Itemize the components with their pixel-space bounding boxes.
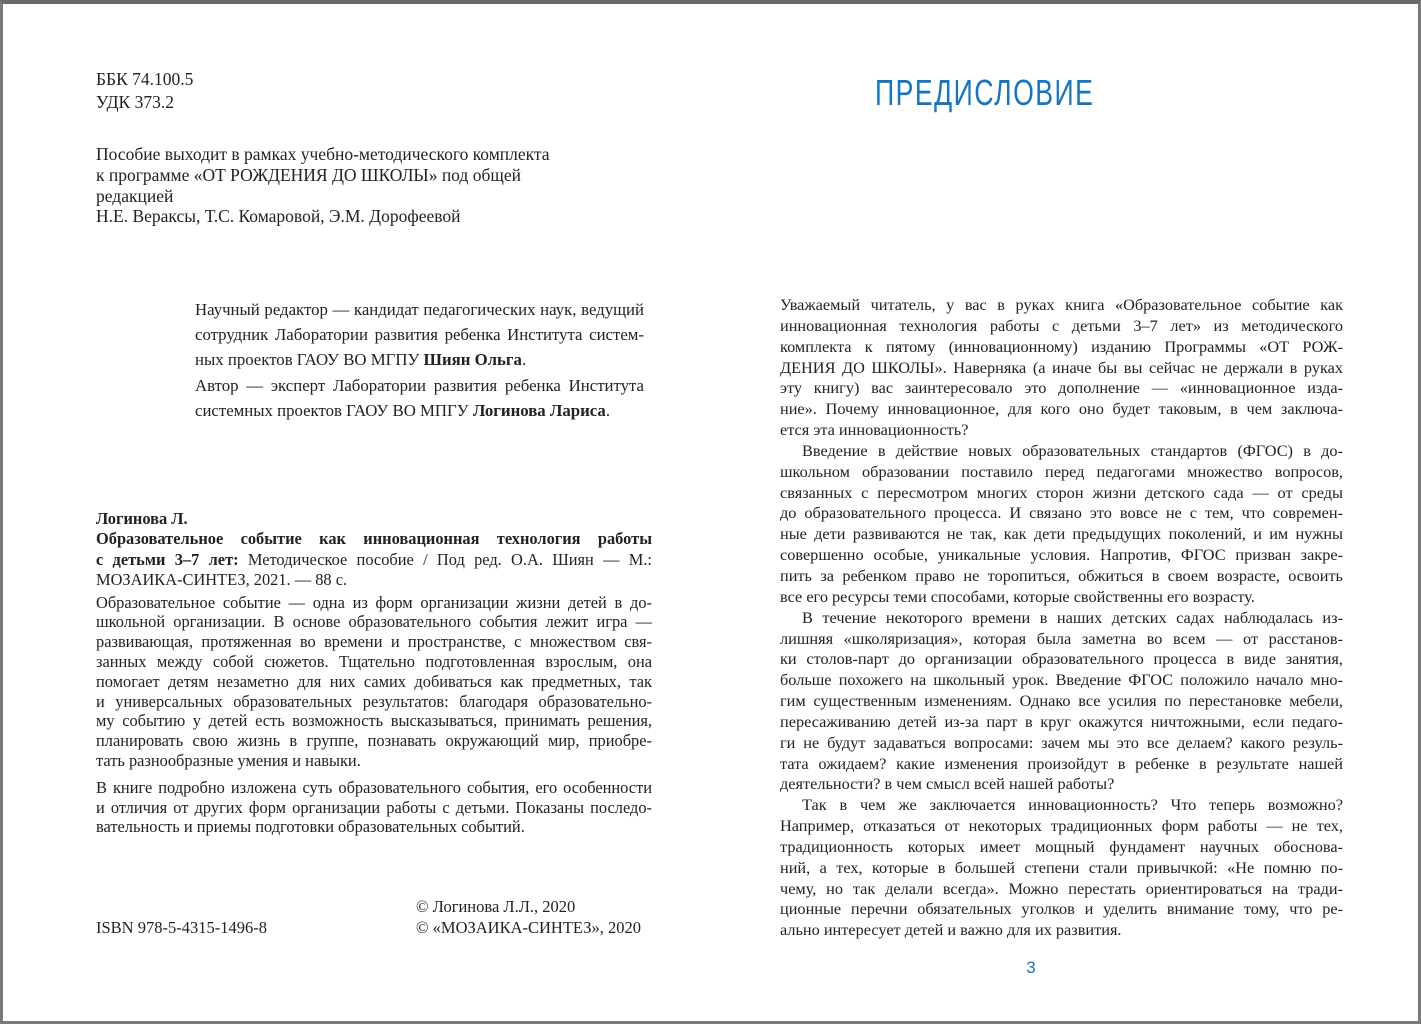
preface-body bbox=[780, 295, 1343, 941]
bibliographic-author: Логинова Л. bbox=[96, 509, 188, 528]
preface-heading-text: ПРЕДИСЛОВИЕ bbox=[875, 72, 1095, 113]
preface-paragraph-3: В течение некоторого времени в наших детских садах наблюдалась из- лишняя «школяризация», которая была заметна во всем — от расстанов- ки столов-парт до организации образовательного процесса в виде занятия, больше похожего на школьный урок. Введение ФГОС положило начало мно- гим существенным изменениям. Однако все усилия по перестановке мебели, пересаживанию детей из-за парт в круг окажутся ничтожными, если педаго- ги не будут задаваться вопросами: зачем мы это все делаем? какого резуль- тата ожидаем? какие изменения произойдут в ребенке в результате нашей деятельности? в чем смысл всей нашей работы? bbox=[780, 607, 1343, 794]
science-editor-note: Научный редактор — кандидат педагогических наук, ведущий сотрудник Лаборатории развития ребенка Института систем- ных проектов ГАОУ ВО МГПУ Шиян Ольга. bbox=[195, 300, 644, 370]
preface-heading bbox=[875, 72, 1175, 115]
preface-paragraph-1: Уважаемый читатель, у вас в руках книга «Образовательное событие как инновационная технология работы с детьми 3–7 лет» из методического комплекта к пятому (инновационному) изданию Программы «ОТ РОЖ- ДЕНИЯ ДО ШКОЛЫ». Наверняка (а иначе бы вы сейчас не держали в руках эту книгу) вас заинтересовало это дополнение — «инновационное изда- ние». Почему инновационное, для кого оно будет таковым, в чем заключа- ется эта инновационность? bbox=[780, 295, 1343, 440]
preface-paragraph-2: Введение в действие новых образовательных стандартов (ФГОС) в до- школьном образовании поставило перед педагогами множество вопросов, связанных с пересмотром многих сторон жизни детского сада — от среды до образовательного процесса. И связано это вовсе не с тем, что современ- ные дети развиваются не так, как дети предыдущих поколений, и им нужны совершенно особые, уникальные условия. Напротив, ФГОС призван закре- пить за ребенком право не торопиться, обжиться в своем возрасте, освоить все его ресурсы теми способами, которые свойственны его возрасту. bbox=[780, 440, 1343, 606]
annotation-paragraph-2: В книге подробно изложена суть образовательного события, его особенности и отличия от других форм организации работы с детьми. Показаны последо- вательность и приемы подготовки образовательных событий. bbox=[96, 777, 652, 837]
series-note: Пособие выходит в рамках учебно-методического комплекта к программе «ОТ РОЖДЕНИЯ ДО ШКОЛЫ» под общей редакцией Н.Е. Вераксы, Т.С. Комаровой, Э.М. Дорофеевой bbox=[96, 144, 550, 227]
bbk-udk-codes: ББК 74.100.5 УДК 373.2 bbox=[96, 69, 194, 112]
editorial-block bbox=[195, 297, 644, 423]
author-note: Автор — эксперт Лаборатории развития ребенка Института системных проектов ГАОУ ВО МПГУ Логинова Лариса. bbox=[195, 375, 644, 420]
page-number: 3 bbox=[1026, 958, 1036, 977]
bibliography-and-annotation bbox=[96, 509, 652, 837]
isbn: ISBN 978-5-4315-1496-8 bbox=[96, 918, 267, 937]
preface-paragraph-4: Так в чем же заключается инновационность? Что теперь возможно? Например, отказаться от некоторых традиционных форм работы — не тех, традиционность которых имеет мощный фундамент научных обоснова- ний, а тех, которые в большей степени стали привычкой: «Не помню по- чему, но так делали всегда». Можно перестать ориентироваться на тради- ционные перечни обязательных уголков и уделить внимание тому, что ре- ально интересует детей и важно для их развития. bbox=[780, 795, 1343, 940]
bibliographic-entry: Образовательное событие как инновационная технология работы с детьми 3–7 лет: Методическое пособие / Под ред. О.А. Шиян — М.: МОЗАИКА-СИНТЕЗ, 2021. — 88 с. bbox=[96, 529, 652, 590]
copyright-lines: © Логинова Л.Л., 2020 © «МОЗАИКА-СИНТЕЗ», 2020 bbox=[416, 897, 641, 937]
annotation-paragraph-1: Образовательное событие — одна из форм организации жизни детей в до- школьной организации. В основе образовательного события лежит игра — развивающая, протяженная во времени и пространстве, с множеством свя- занных между собой сюжетов. Тщательно подготовленная взрослым, она помогает детям незаметно для них самих добиваться как предметных, так и универсальных образовательных результатов: благодаря образовательно- му событию у детей есть возможность высказываться, принимать решения, планировать свою жизнь в группе, познавать окружающий мир, приобре- тать разнообразные умения и навыки. bbox=[96, 592, 652, 770]
